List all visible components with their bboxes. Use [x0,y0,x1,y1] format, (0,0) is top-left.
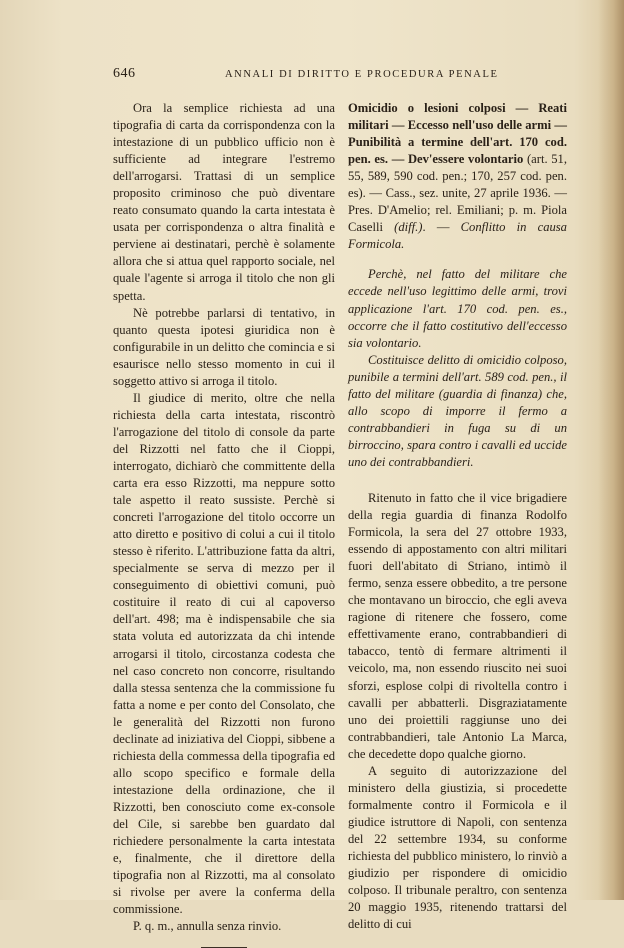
left-column [113,100,335,948]
case-citation: (art. 51, 55, 589, 590 cod. pen.; 170, 257 cod. pen. es). — Cass., sez. unite, 27 aprile 1936. — Pres. D'Amelio; rel. Emiliani; p. m. Piola Caselli [348,152,567,235]
summary-2: Costituisce delitto di omicidio colposo, punibile a termini dell'art. 589 cod. pen., il fatto del militare (guardia di finanza) che, allo scopo di imporre il fermo a contrabbandieri in fuga su di un birroccino, spara contro i cavalli ed uccide uno dei contrabbandieri. [348,352,567,469]
left-paragraph-1: Ora la semplice richiesta ad una tipografia di carta da corrispondenza con la intestazione di un pubblico ufficio non è sufficiente ad integrare l'estremo dell'arrogarsi. Trattasi di un semplice proposito criminoso che può diventare reato consumato quando la carta intestata è usata per corrispondenza o altra finalità e perviene ai destinatari, perchè è solamente allora che si attua quel rapporto sociale, nel quale l'agente si arroga il titolo che non gli spetta. [113,101,335,303]
verdict-line: P. q. m., annulla senza rinvio. [133,919,282,934]
citation-tail: . — [422,220,461,235]
running-head: ANNALI DI DIRITTO E PROCEDURA PENALE [225,69,499,80]
page-edge-shadow [598,0,624,900]
body-paragraph-2: A seguito di autorizzazione del ministero della giustizia, si procedette formalmente contro il Formicola e il giudice istruttore di Napoli, con sentenza del 22 settembre 1934, su conforme richiesta del pubblico ministero, lo rinviò a giudizio per rispondere di omicidio colposo. Il tribunale peraltro, con sentenza 20 maggio 1935, ritenendo trattarsi del delitto di cui [348,763,567,932]
left-paragraph-3: Il giudice di merito, oltre che nella richiesta della carta intestata, riscontrò l'arrogazione del titolo di console da parte del Rizzotti nel fatto che il Cioppi, interrogato, dichiarò che committente della carta era esso Rizzotti, ma neppure sotto tale aspetto il reato sussiste. Perchè si concreti l'arrogazione del titolo occorre un atto diretto e positivo di colui a cui il titolo stesso è riferito. L'attribuzione fatta da altri, specialmente se serva di mezzo per il conseguimento di obiettivi comuni, può costituire il reato di cui al capoverso dell'art. 498; ma è indispensabile che sia stata voluta ed autorizzata da chi intende arrogarsi il titolo, circostanza codesta che nel caso concreto non concorre, risultando dalla stessa sentenza che la commissione fu fatta a nome e per conto del Consolato, che le generalità del Rizzotti non furono declinate ad iniziativa del Cioppi, sibbene a richiesta della commessa della tipografia ed allo scopo specifico e formale della intestazione della ordinazione, che il Rizzotti, ben conosciuto come ex-console del Cile, si sarebbe ben guardato dal richiedere personalmente la carta intestata e, finalmente, che il direttore della tipografia non al Rizzotti, ma al consolato si rivolse per avere la conferma della commissione. [113,390,335,917]
diff-marker: (diff.) [394,220,423,235]
case-heading [348,100,567,253]
case-title: Omicidio o lesioni colposi — Reati militari — Eccesso nell'uso delle armi — Punibilità a termine dell'art. 170 cod. pen. es. — Dev'essere volontario [348,101,567,167]
page-number: 646 [113,66,136,81]
summary-1: Perchè, nel fatto del militare che eccede nell'uso legittimo delle armi, trovi applicazione l'art. 170 cod. pen. es., occorre che il fatto costitutivo dell'eccesso sia volontario. [348,267,567,350]
page-header [113,66,568,86]
left-paragraph-2: Nè potrebbe parlarsi di tentativo, in quanto questa ipotesi giuridica non è configurabile in un delitto che comincia e si esaurisce nello stesso momento in cui il soggetto attivo si arroga il titolo. [113,305,335,388]
body-paragraph-1: Ritenuto in fatto che il vice brigadiere della regia guardia di finanza Rodolfo Formicola, la sera del 27 ottobre 1933, essendo di appostamento con altri militari fuori dell'abitato di Striano, intimò il fermo, senza essere obbedito, a tre persone che montavano un biroccio, che egli aveva ragione di ritenere che fossero, come effettivamente erano, contrabbandieri di tabacco, tentò di fermare altrimenti il veicolo, ma, non essendo riuscito nei suoi sforzi, esplose colpi di rivoltella contro i cavalli per abbatterli. Disgraziatamente uno dei proiettili raggiunse uno dei contrabbandieri, tale Antonio La Marca, che decedette dopo qualche giorno. [348,490,567,761]
case-name: Conflitto in causa Formicola. [348,220,567,252]
right-column [348,100,567,933]
